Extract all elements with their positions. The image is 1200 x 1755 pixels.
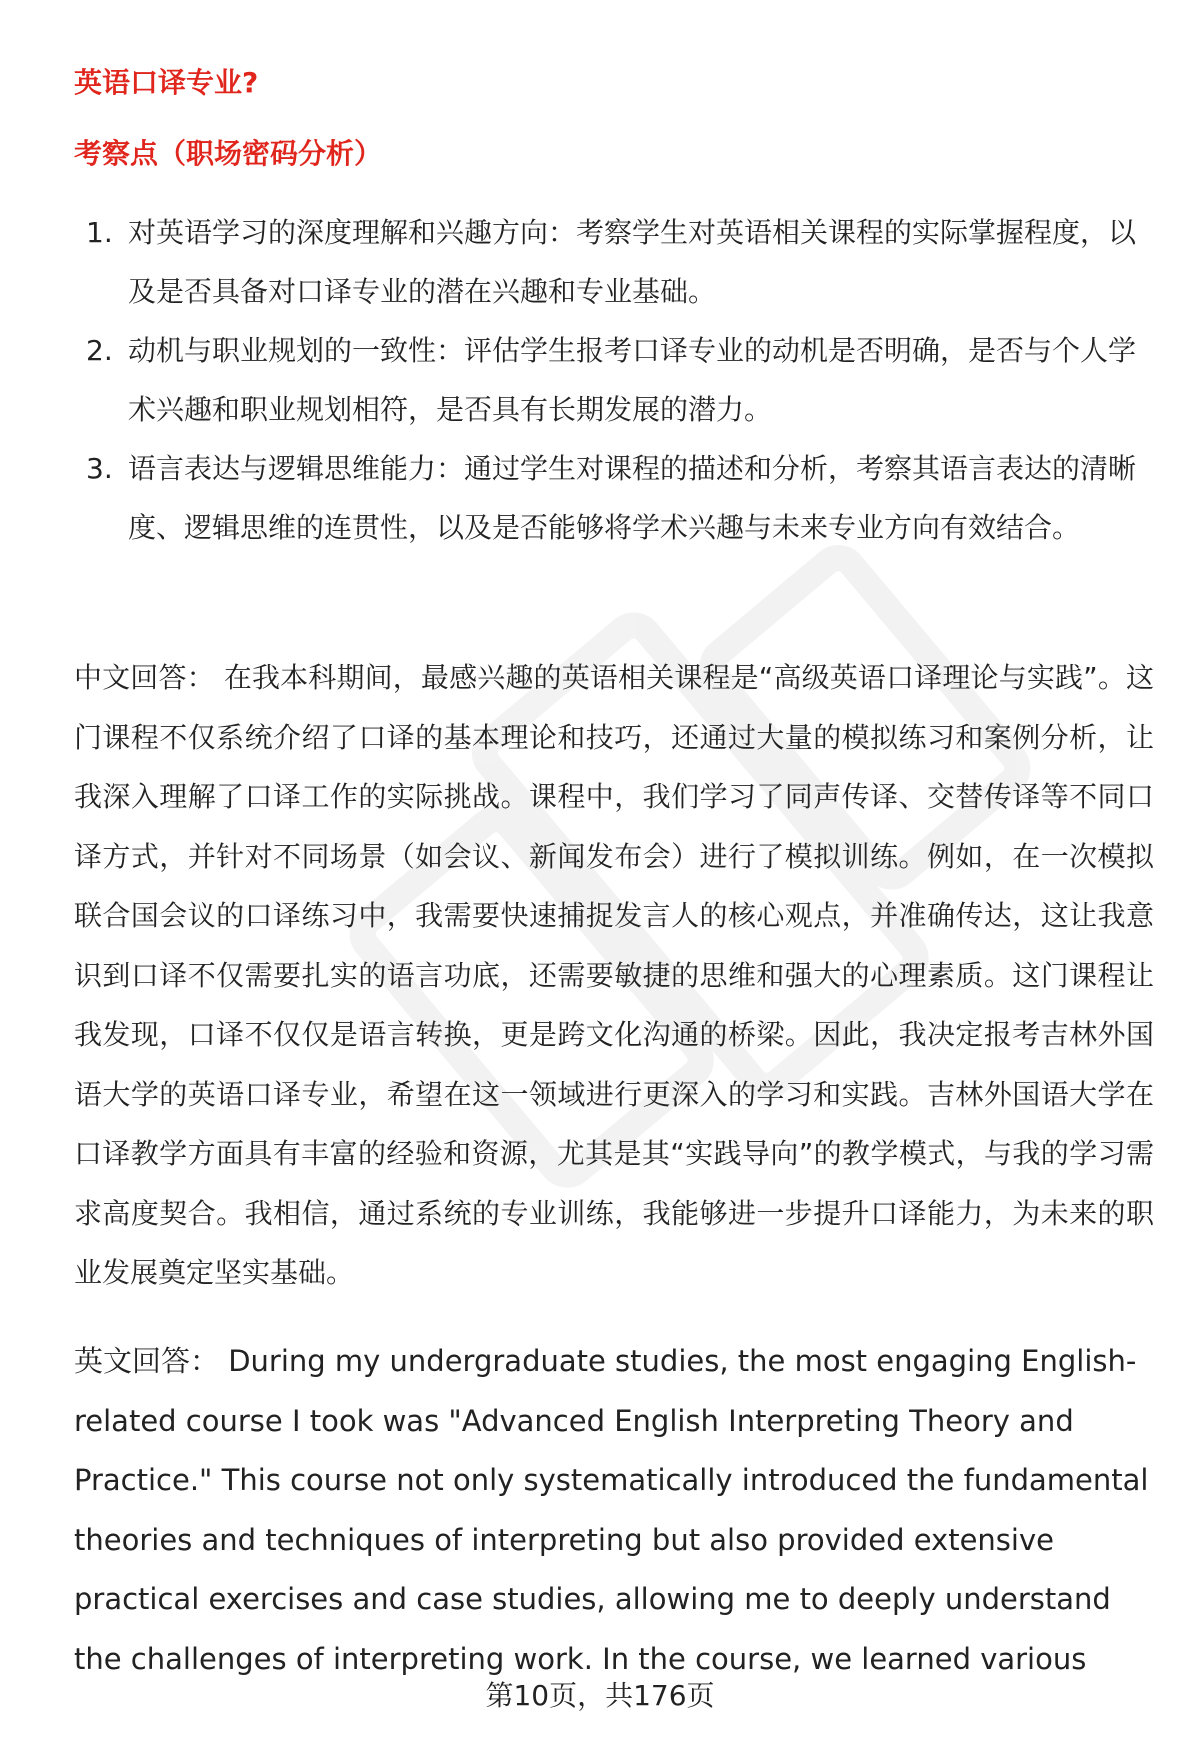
section-heading-assessment-points: 考察点（职场密码分析） xyxy=(74,137,383,170)
list-item xyxy=(74,321,1154,439)
section-heading-major: 英语口译专业? xyxy=(74,66,259,99)
english-answer-paragraph: 英文回答： During my undergraduate studies, the most engaging English-related course I took was "Advanced English Interpreting Theory and Practice." This course not only systematically introduced the fundamental theories and techniques of interpreting but also provided extensive practical exercises and case studies, allowing me to deeply understand the challenges of interpreting work. In the course, we learned various xyxy=(74,1344,1149,1676)
list-item-text: 对英语学习的深度理解和兴趣方向：考察学生对英语相关课程的实际掌握程度，以及是否具备对口译专业的潜在兴趣和专业基础。 xyxy=(128,216,1137,308)
list-item-number: 2. xyxy=(86,334,113,367)
page-number-footer: 第10页，共176页 xyxy=(485,1679,715,1712)
list-item-text: 动机与职业规划的一致性：评估学生报考口译专业的动机是否明确，是否与个人学术兴趣和职业规划相符，是否具有长期发展的潜力。 xyxy=(128,334,1137,426)
list-item xyxy=(74,439,1154,557)
chinese-answer-paragraph: 中文回答： 在我本科期间，最感兴趣的英语相关课程是“高级英语口译理论与实践”。这门课程不仅系统介绍了口译的基本理论和技巧，还通过大量的模拟练习和案例分析，让我深入理解了口译工作的实际挑战。课程中，我们学习了同声传译、交替传译等不同口译方式，并针对不同场景（如会议、新闻发布会）进行了模拟训练。例如，在一次模拟联合国会议的口译练习中，我需要快速捕捉发言人的核心观点，并准确传达，这让我意识到口译不仅需要扎实的语言功底，还需要敏捷的思维和强大的心理素质。这门课程让我发现，口译不仅仅是语言转换，更是跨文化沟通的桥梁。因此，我决定报考吉林外国语大学的英语口译专业，希望在这一领域进行更深入的学习和实践。吉林外国语大学在口译教学方面具有丰富的经验和资源，尤其是其“实践导向”的教学模式，与我的学习需求高度契合。我相信，通过系统的专业训练，我能够进一步提升口译能力，为未来的职业发展奠定坚实基础。 xyxy=(74,661,1154,1289)
list-item-number: 3. xyxy=(86,452,113,485)
list-item-number: 1. xyxy=(86,216,113,249)
list-item-text: 语言表达与逻辑思维能力：通过学生对课程的描述和分析，考察其语言表达的清晰度、逻辑思维的连贯性，以及是否能够将学术兴趣与未来专业方向有效结合。 xyxy=(128,452,1137,544)
list-item xyxy=(74,203,1154,321)
assessment-points-list xyxy=(74,203,1154,557)
